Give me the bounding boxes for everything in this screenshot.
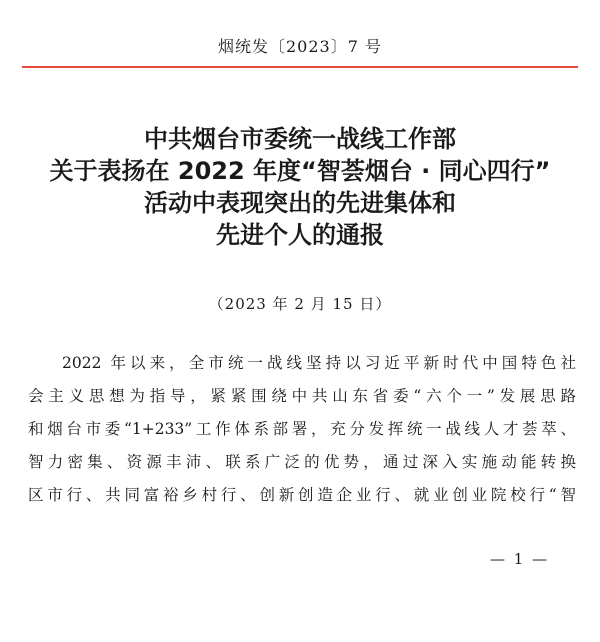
red-divider-line [22,66,578,68]
title-line-3: 活动中表现突出的先进集体和 [144,189,456,217]
title-line-1: 中共烟台市委统一战线工作部 [144,125,456,153]
page-number: — 1 — [490,550,550,568]
document-title [0,123,600,251]
document-number: 烟统发〔2023〕7 号 [218,37,382,56]
body-line-2: 会主义思想为指导，紧紧围绕中共山东省委“六个一”发展思路 [28,387,576,405]
body-line-1: 2022 年以来，全市统一战线坚持以习近平新时代中国特色社 [62,354,576,372]
title-line-4: 先进个人的通报 [216,221,384,249]
document-date: （2023 年 2 月 15 日） [208,295,392,313]
body-line-4: 智力密集、资源丰沛、联系广泛的优势，通过深入实施动能转换 [28,453,576,471]
body-paragraph [28,347,576,512]
body-line-5: 区市行、共同富裕乡村行、创新创造企业行、就业创业院校行“智 [28,486,576,504]
title-line-2: 关于表扬在 2022 年度“智荟烟台 · 同心四行” [49,157,551,185]
body-line-3: 和烟台市委“1+233”工作体系部署，充分发挥统一战线人才荟萃、 [28,420,576,438]
